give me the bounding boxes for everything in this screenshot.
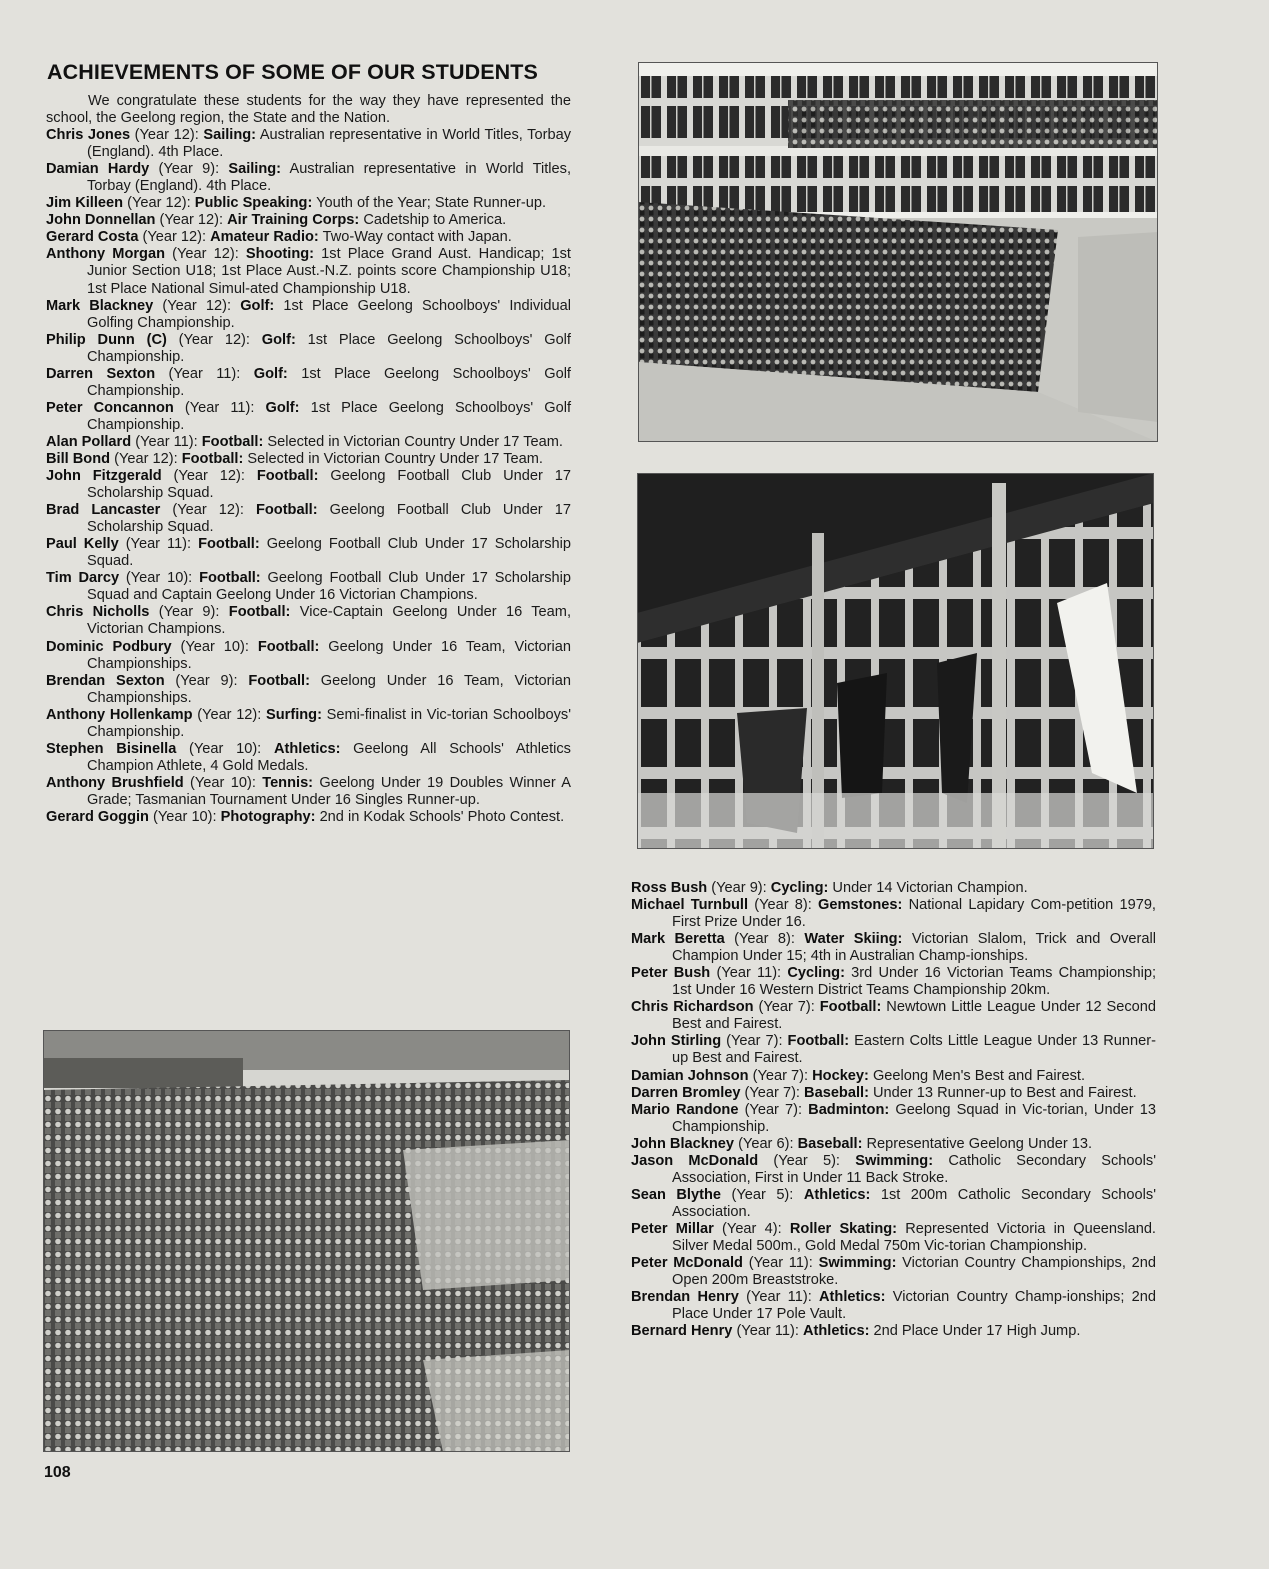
achievement-entry <box>46 161 571 195</box>
student-year: (Year 12): <box>166 331 262 348</box>
right-column <box>631 880 1156 1340</box>
achievement-description: 1st Place Geelong Schoolboys' Golf Championship. <box>87 365 571 399</box>
student-name: John Donnellan <box>46 212 156 229</box>
achievement-description: 1st Place Geelong Schoolboys' Individual Golfing Championship. <box>87 297 571 331</box>
achievement-description: Geelong Under 16 Team, Victorian Championships. <box>87 672 572 706</box>
student-name: Paul Kelly <box>46 536 119 553</box>
student-year: (Year 11): <box>710 965 788 982</box>
achievement-description: 2nd in Kodak Schools' Photo Contest. <box>315 808 565 825</box>
student-year: (Year 11): <box>131 433 202 450</box>
achievement-entry <box>631 931 1156 965</box>
achievement-description: 1st 200m Catholic Secondary Schools' Association. <box>672 1186 1156 1220</box>
achievement-entry <box>631 1187 1156 1221</box>
achievement-description: 2nd Place Under 17 High Jump. <box>869 1323 1081 1340</box>
student-year: (Year 7): <box>721 1033 788 1050</box>
student-name: Gerard Goggin <box>46 808 149 825</box>
student-name: Sean Blythe <box>631 1186 721 1203</box>
achievement-entry <box>46 332 571 366</box>
student-year: (Year 12): <box>165 246 246 263</box>
achievement-description: Under 13 Runner-up to Best and Fairest. <box>868 1084 1137 1101</box>
achievement-entry <box>631 965 1156 999</box>
student-year: (Year 11): <box>738 1289 820 1306</box>
achievement-description: Geelong Men's Best and Fairest. <box>868 1067 1086 1084</box>
achievement-description: Victorian Slalom, Trick and Overall Champion Under 15; 4th in Australian Champ-ionships. <box>672 931 1156 965</box>
achievement-description: Victorian Country Champ-ionships; 2nd Place Under 17 Pole Vault. <box>672 1289 1157 1323</box>
student-name: Peter Concannon <box>46 399 174 416</box>
achievement-entry <box>46 212 571 229</box>
achievement-description: Representative Geelong Under 13. <box>862 1135 1093 1152</box>
achievement-category: Tennis: <box>262 774 314 791</box>
student-name: Peter Millar <box>631 1220 714 1237</box>
achievement-entry <box>46 604 571 638</box>
student-name: Tim Darcy <box>46 570 120 587</box>
achievement-description: Geelong Football Club Under 17 Scholarship Squad. <box>87 502 571 536</box>
student-name: Darren Sexton <box>46 365 156 382</box>
achievement-description: Geelong Football Club Under 17 Scholarship Squad and Captain Geelong Under 16 Victorian Champions. <box>87 570 571 604</box>
achievement-entry <box>46 366 571 400</box>
student-name: Bill Bond <box>46 450 111 467</box>
page-number: 108 <box>44 1464 71 1481</box>
achievement-entry <box>631 1153 1156 1187</box>
achievement-category: Football: <box>248 672 310 689</box>
student-year: (Year 7): <box>753 999 820 1016</box>
student-name: Mark Blackney <box>46 297 154 314</box>
student-year: (Year 4): <box>713 1220 790 1237</box>
achievement-entry <box>46 434 571 451</box>
achievement-entry <box>46 502 571 536</box>
student-year: (Year 12): <box>153 297 241 314</box>
achievement-entry <box>46 809 571 826</box>
achievement-entry <box>46 741 571 775</box>
achievement-description: Geelong Squad in Vic-torian, Under 13 Championship. <box>672 1101 1156 1135</box>
student-name: Stephen Bisinella <box>46 740 177 757</box>
student-year: (Year 5): <box>720 1186 804 1203</box>
page-title: ACHIEVEMENTS OF SOME OF OUR STUDENTS <box>47 60 538 84</box>
student-name: Jason McDonald <box>631 1152 759 1169</box>
achievement-entry <box>46 127 571 161</box>
achievement-description: Australian representative in World Titles, Torbay (England). 4th Place. <box>87 161 572 195</box>
student-name: John Stirling <box>631 1033 722 1050</box>
student-year: (Year 10): <box>176 740 274 757</box>
achievement-category: Surfing: <box>266 706 322 723</box>
student-year: (Year 9): <box>149 161 229 178</box>
student-name: Dominic Podbury <box>46 638 172 655</box>
achievement-description: Australian representative in World Titles, Torbay (England). 4th Place. <box>87 127 571 161</box>
pennants-balcony-photo <box>637 473 1154 849</box>
student-name: Darren Bromley <box>631 1084 741 1101</box>
student-year: (Year 10): <box>119 570 200 587</box>
achievement-description: 1st Place Geelong Schoolboys' Golf Championship. <box>87 331 571 365</box>
student-name: Bernard Henry <box>631 1323 733 1340</box>
achievement-category: Public Speaking: <box>194 195 313 212</box>
student-name: Brad Lancaster <box>46 502 161 519</box>
student-year: (Year 11): <box>742 1255 819 1272</box>
student-year: (Year 12): <box>130 127 204 144</box>
student-name: Damian Johnson <box>631 1067 749 1084</box>
achievement-category: Sailing: <box>228 161 282 178</box>
achievement-description: Geelong Under 16 Team, Victorian Championships. <box>87 638 572 672</box>
achievement-entry <box>46 400 571 434</box>
achievement-entry <box>46 451 571 468</box>
student-name: Mario Randone <box>631 1101 739 1118</box>
achievement-description: Under 14 Victorian Champion. <box>828 880 1028 896</box>
crowd-assembly-photo <box>43 1030 570 1452</box>
student-name: John Blackney <box>631 1135 735 1152</box>
achievement-category: Water Skiing: <box>804 931 903 948</box>
achievement-description: National Lapidary Com-petition 1979, First Prize Under 16. <box>672 897 1156 931</box>
achievement-category: Golf: <box>261 331 296 348</box>
achievement-description: Eastern Colts Little League Under 13 Runner-up Best and Fairest. <box>672 1033 1156 1067</box>
achievement-category: Shooting: <box>245 246 315 263</box>
student-year: (Year 10): <box>171 638 258 655</box>
achievement-category: Football: <box>201 433 264 450</box>
achievement-description: 1st Place Grand Aust. Handicap; 1st Junior Section U18; 1st Place Aust.-N.Z. points score Championship U18; 1st Place National Simul-ated Championship U18. <box>87 246 571 297</box>
student-year: (Year 12): <box>161 468 257 485</box>
student-year: (Year 11): <box>173 399 266 416</box>
student-year: (Year 9): <box>707 880 771 896</box>
achievement-description: Youth of the Year; State Runner-up. <box>312 195 547 212</box>
achievement-category: Golf: <box>265 399 300 416</box>
achievement-description: Selected in Victorian Country Under 17 Team. <box>243 450 543 467</box>
achievement-entry <box>46 639 571 673</box>
intro-paragraph: We congratulate these students for the way they have represented the school, the Geelong region, the State and the Nation. <box>46 93 571 127</box>
student-name: Peter McDonald <box>631 1255 743 1272</box>
student-name: Chris Nicholls <box>46 604 150 621</box>
achievement-category: Badminton: <box>808 1101 890 1118</box>
student-year: (Year 12): <box>138 229 211 246</box>
achievement-entry <box>631 1102 1156 1136</box>
student-name: Chris Richardson <box>631 999 754 1016</box>
achievement-entry <box>631 1221 1156 1255</box>
student-name: Damian Hardy <box>46 161 150 178</box>
achievement-category: Football: <box>199 570 261 587</box>
achievement-category: Athletics: <box>819 1289 886 1306</box>
left-achievement-list <box>46 127 571 826</box>
achievement-description: Victorian Country Championships, 2nd Open 200m Breaststroke. <box>672 1255 1156 1289</box>
student-name: Mark Beretta <box>631 931 725 948</box>
achievement-description: Vice-Captain Geelong Under 16 Team, Victorian Champions. <box>87 604 571 638</box>
achievement-category: Amateur Radio: <box>210 229 319 246</box>
student-name: Michael Turnbull <box>631 897 749 914</box>
achievement-category: Roller Skating: <box>789 1220 898 1237</box>
student-name: Peter Bush <box>631 965 711 982</box>
achievement-entry <box>631 897 1156 931</box>
student-name: Chris Jones <box>46 127 131 144</box>
student-year: (Year 8): <box>724 931 805 948</box>
achievement-description: Represented Victoria in Queensland. Silver Medal 500m., Gold Medal 750m Vic-torian Championship. <box>672 1220 1156 1254</box>
achievement-entry <box>46 707 571 741</box>
achievement-category: Football: <box>256 468 319 485</box>
achievement-description: Geelong Football Club Under 17 Scholarship Squad. <box>87 536 571 570</box>
achievement-category: Golf: <box>240 297 275 314</box>
student-name: Anthony Hollenkamp <box>46 706 193 723</box>
student-year: (Year 11): <box>155 365 254 382</box>
achievement-entry <box>46 673 571 707</box>
achievement-description: 3rd Under 16 Victorian Teams Championship; 1st Under 16 Western District Teams Championship 20km. <box>672 965 1157 999</box>
achievement-category: Athletics: <box>803 1186 871 1203</box>
achievement-category: Sailing: <box>203 127 257 144</box>
achievement-description: Two-Way contact with Japan. <box>318 229 512 246</box>
achievement-category: Golf: <box>253 365 288 382</box>
student-year: (Year 12): <box>192 706 266 723</box>
student-year: (Year 12): <box>160 502 256 519</box>
achievement-description: Geelong Football Club Under 17 Scholarship Squad. <box>87 468 571 502</box>
achievement-entry <box>631 999 1156 1033</box>
left-column <box>46 93 571 826</box>
achievement-description: Geelong Under 19 Doubles Winner A Grade; Tasmanian Tournament Under 16 Singles Runner-up. <box>87 774 571 808</box>
achievement-entry <box>631 1068 1156 1085</box>
achievement-description: 1st Place Geelong Schoolboys' Golf Championship. <box>87 399 572 433</box>
achievement-category: Athletics: <box>273 740 341 757</box>
achievement-entry <box>631 880 1156 897</box>
achievement-entry <box>46 246 571 297</box>
right-achievement-list <box>631 880 1156 1340</box>
achievement-category: Football: <box>228 604 291 621</box>
achievement-entry <box>631 1323 1156 1340</box>
student-name: Brendan Henry <box>631 1289 739 1306</box>
student-year: (Year 10): <box>148 808 221 825</box>
achievement-category: Football: <box>198 536 260 553</box>
achievement-category: Air Training Corps: <box>227 212 360 229</box>
student-year: (Year 7): <box>738 1101 809 1118</box>
student-year: (Year 10): <box>183 774 263 791</box>
achievement-category: Swimming: <box>855 1152 934 1169</box>
student-year: (Year 11): <box>118 536 199 553</box>
student-year: (Year 7): <box>748 1067 813 1084</box>
student-name: John Fitzgerald <box>46 468 162 485</box>
achievement-entry <box>46 298 571 332</box>
achievement-category: Football: <box>181 450 244 467</box>
student-name: Anthony Morgan <box>46 246 166 263</box>
achievement-category: Football: <box>255 502 318 519</box>
student-year: (Year 7): <box>740 1084 805 1101</box>
student-name: Ross Bush <box>631 880 708 896</box>
achievement-description: Geelong All Schools' Athletics Champion Athlete, 4 Gold Medals. <box>87 740 571 774</box>
achievement-entry <box>631 1136 1156 1153</box>
achievement-entry <box>46 775 571 809</box>
student-name: Gerard Costa <box>46 229 139 246</box>
student-year: (Year 9): <box>149 604 229 621</box>
achievement-category: Hockey: <box>812 1067 869 1084</box>
achievement-entry <box>46 195 571 212</box>
achievement-description: Catholic Secondary Schools' Association, First in Under 11 Back Stroke. <box>672 1152 1156 1186</box>
student-name: Jim Killeen <box>46 195 124 212</box>
achievement-entry <box>631 1033 1156 1067</box>
student-name: Philip Dunn (C) <box>46 331 167 348</box>
student-name: Brendan Sexton <box>46 672 165 689</box>
student-name: Anthony Brushfield <box>46 774 184 791</box>
achievement-entry <box>631 1085 1156 1102</box>
student-year: (Year 12): <box>123 195 195 212</box>
achievement-description: Newtown Little League Under 12 Second Best and Fairest. <box>672 999 1157 1033</box>
achievement-category: Athletics: <box>802 1323 870 1340</box>
student-name: Alan Pollard <box>46 433 132 450</box>
achievement-category: Football: <box>819 999 882 1016</box>
achievement-description: Cadetship to America. <box>359 212 507 229</box>
achievement-category: Swimming: <box>818 1255 897 1272</box>
student-year: (Year 11): <box>732 1323 803 1340</box>
achievement-category: Football: <box>257 638 320 655</box>
achievement-category: Gemstones: <box>818 897 903 914</box>
achievement-category: Cycling: <box>787 965 845 982</box>
student-year: (Year 12): <box>110 450 182 467</box>
student-year: (Year 5): <box>758 1152 856 1169</box>
student-year: (Year 6): <box>734 1135 798 1152</box>
achievement-entry <box>46 229 571 246</box>
student-year: (Year 9): <box>164 672 249 689</box>
achievement-category: Baseball: <box>797 1135 863 1152</box>
student-year: (Year 12): <box>155 212 228 229</box>
achievement-entry <box>46 570 571 604</box>
achievement-entry <box>631 1289 1156 1323</box>
achievement-description: Selected in Victorian Country Under 17 Team. <box>263 433 563 450</box>
achievement-category: Cycling: <box>770 880 829 896</box>
student-year: (Year 8): <box>748 897 819 914</box>
achievement-entry <box>46 468 571 502</box>
achievement-category: Photography: <box>220 808 316 825</box>
achievement-category: Baseball: <box>804 1084 869 1101</box>
achievement-entry <box>631 1255 1156 1289</box>
achievement-description: Semi-finalist in Vic-torian Schoolboys' Championship. <box>87 706 571 740</box>
assembly-courtyard-photo <box>638 62 1158 442</box>
achievement-category: Football: <box>787 1033 850 1050</box>
achievement-entry <box>46 536 571 570</box>
